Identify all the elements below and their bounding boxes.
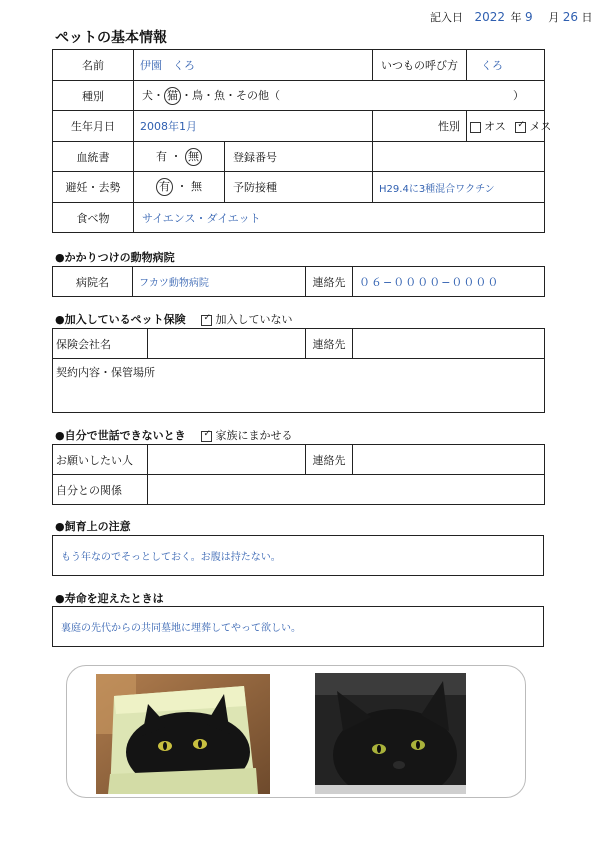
registration-label: 登録番号	[225, 142, 373, 172]
date-year[interactable]: 2022	[474, 10, 506, 24]
insurance-contact-field[interactable]	[353, 329, 545, 359]
neuter-label: 避妊・去勢	[53, 172, 134, 203]
insurance-company-field[interactable]	[148, 329, 306, 359]
name-label: 名前	[53, 50, 134, 81]
entry-date	[430, 9, 592, 25]
nickname-label: いつもの呼び方	[373, 50, 467, 81]
pedigree-yes[interactable]: 有	[156, 149, 167, 163]
caretaker-person-field[interactable]	[148, 445, 306, 475]
hospital-contact-label: 連絡先	[306, 267, 353, 297]
date-day[interactable]: 26	[562, 10, 578, 24]
neuter-yes-circled[interactable]: 有	[156, 178, 173, 196]
care-notes-field[interactable]: もう年なのでそっとしておく。お腹は持たない。	[52, 535, 544, 576]
neuter-no[interactable]: 無	[191, 180, 202, 193]
sex-male-checkbox[interactable]	[470, 122, 481, 133]
insurance-heading-row	[55, 311, 292, 327]
species-fish[interactable]: 魚	[214, 88, 225, 102]
insurance-company-label: 保険会社名	[53, 329, 148, 359]
sex-female-checkbox[interactable]	[515, 122, 526, 133]
nickname-field[interactable]: くろ	[467, 50, 545, 81]
black-cat-closeup-photo	[315, 673, 466, 794]
hospital-contact-field[interactable]: ０６−００００−００００	[353, 267, 545, 297]
birth-field[interactable]: 2008年1月	[134, 111, 373, 142]
species-cat-circled[interactable]: 猫	[164, 87, 181, 105]
birth-label: 生年月日	[53, 111, 134, 142]
caretaker-family-label: 家族にまかせる	[215, 429, 293, 442]
neuter-options[interactable]: 有 ・ 無	[134, 172, 225, 203]
date-year-unit: 年	[510, 11, 522, 24]
hospital-table	[52, 266, 545, 297]
black-cat-in-box-photo	[96, 674, 270, 794]
species-other[interactable]: その他（	[236, 88, 280, 102]
date-month-unit: 月	[548, 11, 560, 24]
insurance-not-enrolled-label: 加入していない	[215, 313, 293, 326]
caretaker-table	[52, 444, 545, 505]
insurance-not-enrolled-checkbox[interactable]	[201, 315, 212, 326]
end-of-life-heading: ●寿命を迎えたときは	[55, 592, 164, 605]
date-day-unit: 日	[581, 11, 593, 24]
species-label: 種別	[53, 81, 134, 111]
caretaker-relation-label: 自分との関係	[53, 475, 148, 505]
hospital-name-field[interactable]: フカツ動物病院	[133, 267, 306, 297]
vaccine-field[interactable]: H29.4に3種混合ワクチン	[373, 172, 545, 203]
insurance-table	[52, 328, 545, 413]
caretaker-person-label: お願いしたい人	[53, 445, 148, 475]
species-dog[interactable]: 犬	[142, 88, 153, 102]
date-month[interactable]: 9	[525, 10, 533, 24]
insurance-contract-label[interactable]: 契約内容・保管場所	[53, 359, 545, 413]
vaccine-label: 予防接種	[225, 172, 373, 203]
hospital-heading: ●かかりつけの動物病院	[55, 251, 175, 264]
insurance-contact-label: 連絡先	[306, 329, 353, 359]
date-label: 記入日	[430, 11, 463, 24]
food-label: 食べ物	[53, 203, 134, 233]
page-title: ペットの基本情報	[55, 30, 167, 46]
species-bird[interactable]: 鳥	[192, 88, 203, 102]
sex-label: 性別	[373, 111, 467, 142]
insurance-heading: ●加入しているペット保険	[55, 313, 186, 326]
caretaker-family-option[interactable]	[201, 429, 292, 442]
caretaker-relation-field[interactable]	[148, 475, 545, 505]
end-of-life-field[interactable]: 裏庭の先代からの共同墓地に埋葬してやって欲しい。	[52, 606, 544, 647]
sex-female-label: メス	[529, 120, 552, 133]
caretaker-heading: ●自分で世話できないとき	[55, 429, 186, 442]
insurance-not-enrolled-option[interactable]	[201, 313, 292, 326]
name-field[interactable]: 伊園 くろ	[134, 50, 373, 81]
pedigree-no-circled[interactable]: 無	[185, 148, 202, 166]
caretaker-contact-field[interactable]	[353, 445, 545, 475]
registration-field[interactable]	[373, 142, 545, 172]
basic-info-table	[52, 49, 552, 233]
food-field[interactable]: サイエンス・ダイエット	[134, 203, 545, 233]
caretaker-heading-row	[55, 427, 292, 443]
pedigree-options[interactable]: 有 ・ 無	[134, 142, 225, 172]
sex-options	[467, 111, 552, 142]
species-options[interactable]: 犬・ 猫 ・鳥・魚・その他（ ）	[134, 81, 545, 111]
species-other-close: ）	[513, 88, 525, 102]
hospital-name-label: 病院名	[53, 267, 133, 297]
sex-male-label: オス	[484, 120, 506, 133]
pedigree-label: 血統書	[53, 142, 134, 172]
caretaker-contact-label: 連絡先	[306, 445, 353, 475]
caretaker-family-checkbox[interactable]	[201, 431, 212, 442]
care-notes-heading: ●飼育上の注意	[55, 520, 131, 533]
